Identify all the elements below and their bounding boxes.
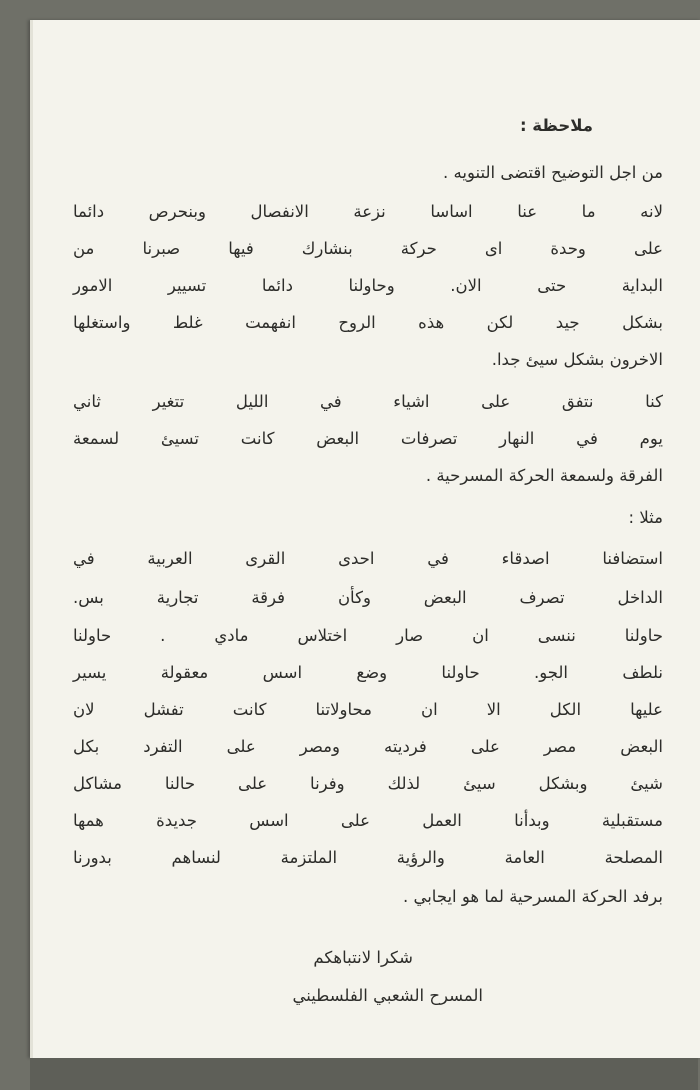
paragraph3-line-2: الداخل تصرف البعض وكأن فرقة تجارية بس. [73, 588, 663, 607]
paragraph3-line-8: مستقبلية وبدأنا العمل على اسس جديدة همها [73, 811, 663, 830]
paragraph1-line-3: البداية حتى الان. وحاولنا دائما تسيير الامور [73, 276, 663, 295]
paragraph3-line-4: نلطف الجو. حاولنا وضع اسس معقولة يسير [73, 663, 663, 682]
document-page [30, 20, 700, 1058]
closing-thanks: شكرا لانتباهكم [313, 948, 413, 967]
paragraph3-line-7: شيئ وبشكل سيئ لذلك وفرنا على حالنا مشاكل [73, 774, 663, 793]
paragraph3-line-1: استضافنا اصدقاء في احدى القرى العربية في [73, 549, 663, 568]
paragraph2-line-2: يوم في النهار تصرفات البعض كانت تسيئ لسمعة [73, 429, 663, 448]
signature: المسرح الشعبي الفلسطيني [292, 986, 483, 1005]
paragraph3-line-3: حاولنا ننسى ان صار اختلاس مادي . حاولنا [73, 626, 663, 645]
paragraph2-line-3: الفرقة ولسمعة الحركة المسرحية . [425, 466, 663, 485]
background-shadow [30, 1058, 698, 1090]
paragraph3-line-10: برفد الحركة المسرحية لما هو ايجابي . [402, 887, 663, 906]
note-heading: ملاحظة : [519, 116, 593, 135]
paragraph1-line-5: الاخرون بشكل سيئ جدا. [491, 350, 663, 369]
paragraph1-line-1: لانه ما عنا اساسا نزعة الانفصال وبنحرص دائما [73, 202, 663, 221]
paragraph1-line-2: على وحدة اى حركة بنشارك فيها صبرنا من [73, 239, 663, 258]
paragraph3-line-9: المصلحة العامة والرؤية الملتزمة لنساهم بدورنا [73, 848, 663, 867]
intro-line: من اجل التوضيح اقتضى التنويه . [443, 163, 663, 182]
paragraph1-line-4: بشكل جيد لكن هذه الروح انفهمت غلط واستغلها [73, 313, 663, 332]
paragraph2-line-1: كنا نتفق على اشياء في الليل تتغير ثاني [73, 392, 663, 411]
paragraph3-line-5: عليها الكل الا ان محاولاتنا كانت تفشل لان [73, 700, 663, 719]
example-label: مثلا : [628, 508, 663, 527]
paragraph3-line-6: البعض مصر على فرديته ومصر على التفرد بكل [73, 737, 663, 756]
